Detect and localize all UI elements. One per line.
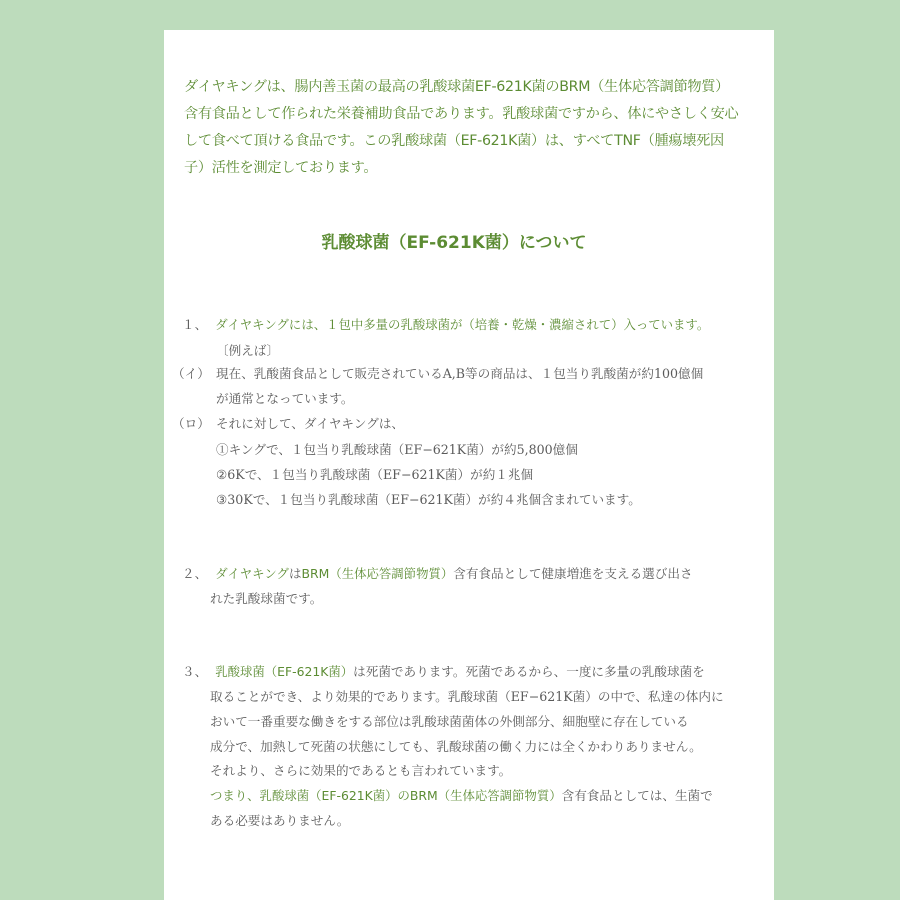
section-3-line: それより、さらに効果的であるとも言われています。 [210,763,512,778]
section-1-number: １、 [182,317,208,332]
section-3-line: おいて一番重要な働きをする部位は乳酸球菌菌体の外側部分、細胞壁に存在している [210,714,689,729]
section-3-line: 成分で、加熱して死菌の状態にしても、乳酸球菌の働く力には全くかわりありません。 [210,739,702,754]
product-item: ①キングで、１包当り乳酸球菌（EF−621K菌）が約5,800億個 [216,442,578,457]
section-2-number: ２、 [182,566,208,581]
section-3-text: は死菌であります。死菌であるから、一度に多量の乳酸球菌を [353,664,705,679]
section-2-line-2: れた乳酸球菌です。 [210,591,323,606]
item-i-line: 現在、乳酸菌食品として販売されているA,B等の商品は、１包当り乳酸菌が約100億個 [216,366,704,381]
intro-paragraph [184,74,754,182]
section-2-text: 含有食品として健康増進を支える選び出さ [453,566,693,581]
product-item: ②6Kで、１包当り乳酸球菌（EF−621K菌）が約１兆個 [216,467,534,482]
section-2-bold: BRM（生体応答調節物質） [301,566,454,581]
intro-line: 子）活性を測定しております。 [184,160,378,176]
intro-line: して食べて頂ける食品です。この乳酸球菌（EF-621K菌）は、すべてTNF（腫瘍壊死因 [184,133,724,149]
section-3-bold: 乳酸球菌（EF-621K菌） [215,664,354,679]
section-2-line [182,563,693,582]
example-label: 〔例えば〕 [216,343,280,358]
intro-line: 含有食品として作られた栄養補助食品であります。乳酸球菌ですから、体にやさしく安心 [184,106,739,122]
section-2-text: は [288,566,302,581]
item-ro-marker: （ロ） [172,416,210,431]
section-1-text: ダイヤキングには、１包中多量の乳酸球菌が（培養・乾燥・濃縮されて）入っています。 [215,317,710,332]
section-2-bold: ダイヤキング [215,566,289,581]
section-3-line: 取ることができ、より効果的であります。乳酸球菌（EF−621K菌）の中で、私達の体内に [210,689,724,704]
section-1-line [182,314,709,333]
section-3-text: 含有食品としては、生菌で [561,788,713,803]
section-3-line [210,785,713,804]
section-3-number: ３、 [182,664,208,679]
item-i-line: が通常となっています。 [216,391,354,406]
product-item: ③30Kで、１包当り乳酸球菌（EF−621K菌）が約４兆個含まれています。 [216,492,641,507]
item-ro-line: それに対して、ダイヤキングは、 [216,416,405,431]
section-3-bold: つまり、乳酸球菌（EF-621K菌）のBRM（生体応答調節物質） [210,788,562,803]
section-heading: 乳酸球菌（EF-621K菌）について [321,233,587,253]
document-sheet [164,30,774,900]
item-i-marker: （イ） [172,366,210,381]
section-3-line: ある必要はありません。 [210,813,350,828]
intro-line: ダイヤキングは、腸内善玉菌の最高の乳酸球菌EF-621K菌のBRM（生体応答調節物質） [184,79,730,95]
section-3-line [182,661,705,680]
